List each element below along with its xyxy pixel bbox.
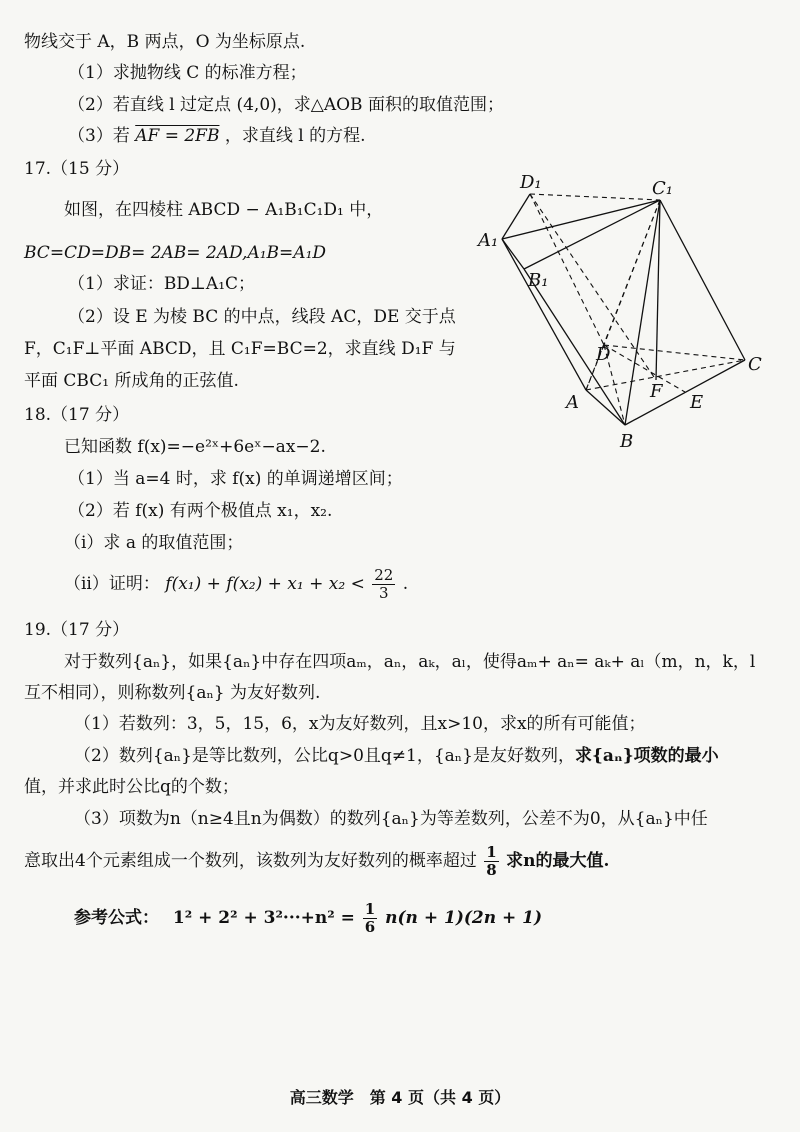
formula-fraction-num: 1 <box>364 900 376 918</box>
label-a1: A₁ <box>478 230 499 251</box>
q19-part3-line2 <box>24 845 609 878</box>
edge-d1-c1 <box>530 194 660 200</box>
q19-part2-line2: 值，并求此时公比q的个数； <box>24 777 239 797</box>
seg-d1-f <box>530 194 656 380</box>
q19-part1: （1）若数列：3，5，15，6，x为友好数列，且x>10，求x的所有可能值； <box>74 714 646 734</box>
formula-suffix: n(n + 1)(2n + 1) <box>385 908 543 928</box>
q18-fraction <box>372 568 395 601</box>
q18-part1: （1）当 a=4 时，求 f(x) 的单调递增区间； <box>68 469 403 489</box>
formula-fraction <box>363 902 377 935</box>
seg-d-e <box>604 345 685 392</box>
q19-definition-line2: 互不相同），则称数列{aₙ} 为友好数列. <box>24 683 321 703</box>
q17-part2-line2: F，C₁F⊥平面 ABCD，且 C₁F=BC=2，求直线 D₁F 与 <box>24 339 456 359</box>
label-d: D <box>596 344 611 365</box>
label-f: F <box>650 381 663 402</box>
q17-part2-line3: 平面 CBC₁ 所成角的正弦值. <box>24 371 239 391</box>
edge-a1-b1 <box>502 239 524 269</box>
q17-header: 17.（15 分） <box>24 159 130 179</box>
q17-intro: 如图，在四棱柱 ABCD − A₁B₁C₁D₁ 中， <box>64 200 384 220</box>
label-d1: D₁ <box>520 172 542 193</box>
q18-header: 18.（17 分） <box>24 405 130 425</box>
q16-part3-suffix: ，求直线 l 的方程. <box>224 126 366 146</box>
page-footer: 高三数学 第 4 页（共 4 页） <box>289 1088 511 1107</box>
q18-part2-ii-prefix: （ii）证明： <box>64 574 160 594</box>
q19-fraction-den: 8 <box>486 861 497 879</box>
formula-fraction-den: 6 <box>364 918 376 936</box>
q18-part2-i: （i）求 a 的取值范围； <box>64 533 244 553</box>
edge-c1-c <box>660 200 745 360</box>
seg-c1-f <box>656 200 660 380</box>
q18-part2-ii-end: . <box>402 574 409 594</box>
edge-a1-a <box>502 239 586 390</box>
q18-fraction-den: 3 <box>378 584 389 602</box>
q19-definition-line1: 对于数列{aₙ}，如果{aₙ}中存在四项aₘ，aₙ，aₖ，aₗ，使得aₘ+ aₙ= aₖ+ aₗ（m，n，k，l <box>64 652 756 672</box>
prism-figure <box>470 165 780 460</box>
formula-expr: 1² + 2² + 3²···+n² = <box>172 908 355 928</box>
q19-part3-suffix: 求n的最大值. <box>506 851 610 871</box>
q17-condition: BC=CD=DB= 2AB= 2AD,A₁B=A₁D <box>24 243 327 263</box>
q17-part1: （1）求证：BD⊥A₁C； <box>68 274 256 294</box>
q18-part2: （2）若 f(x) 有两个极值点 x₁，x₂. <box>68 501 333 521</box>
q18-function: 已知函数 f(x)=−e²ˣ+6eˣ−ax−2. <box>64 437 326 457</box>
q16-intro: 物线交于 A，B 两点，O 为坐标原点. <box>24 32 306 52</box>
q19-fraction <box>484 845 498 878</box>
label-b1: B₁ <box>528 270 549 291</box>
q16-part2: （2）若直线 l 过定点 (4,0)，求△AOB 面积的取值范围； <box>68 95 504 115</box>
q16-part3-vector: AF = 2FB <box>135 126 220 146</box>
q19-header: 19.（17 分） <box>24 620 130 640</box>
label-b: B <box>620 431 634 452</box>
q19-part3-line1: （3）项数为n（n≥4且n为偶数）的数列{aₙ}为等差数列，公差不为0，从{aₙ}中任 <box>74 809 708 829</box>
q16-part3-prefix: （3）若 <box>68 126 130 146</box>
label-c1: C₁ <box>652 178 673 199</box>
q19-fraction-num: 1 <box>486 843 497 861</box>
q19-part2-line1 <box>74 744 719 768</box>
edge-b1-c1 <box>524 200 660 269</box>
label-e: E <box>690 392 704 413</box>
edge-a1-d1 <box>502 194 530 239</box>
edge-a1-c1 <box>502 200 660 239</box>
edge-d-c <box>604 345 745 360</box>
formula-prefix: 参考公式： <box>74 908 159 928</box>
q16-part1: （1）求抛物线 C 的标准方程； <box>68 63 307 83</box>
edge-b-c <box>625 360 745 425</box>
seg-c1-d <box>604 200 660 345</box>
q16-part3 <box>68 124 366 148</box>
reference-formula <box>74 902 542 935</box>
label-a: A <box>566 392 579 413</box>
q18-part2-ii-expr: f(x₁) + f(x₂) + x₁ + x₂ < <box>165 574 365 594</box>
q18-part2-ii <box>64 568 408 601</box>
q19-part2-plain: （2）数列{aₙ}是等比数列，公比q>0且q≠1，{aₙ}是友好数列， <box>74 746 575 766</box>
q19-part2-bold: 求{aₙ}项数的最小 <box>574 746 719 766</box>
q18-fraction-num: 22 <box>374 566 394 584</box>
q19-part3-prefix: 意取出4个元素组成一个数列，该数列为友好数列的概率超过 <box>24 851 477 871</box>
label-c: C <box>748 354 762 375</box>
q17-part2-line1: （2）设 E 为棱 BC 的中点，线段 AC，DE 交于点 <box>68 307 456 327</box>
